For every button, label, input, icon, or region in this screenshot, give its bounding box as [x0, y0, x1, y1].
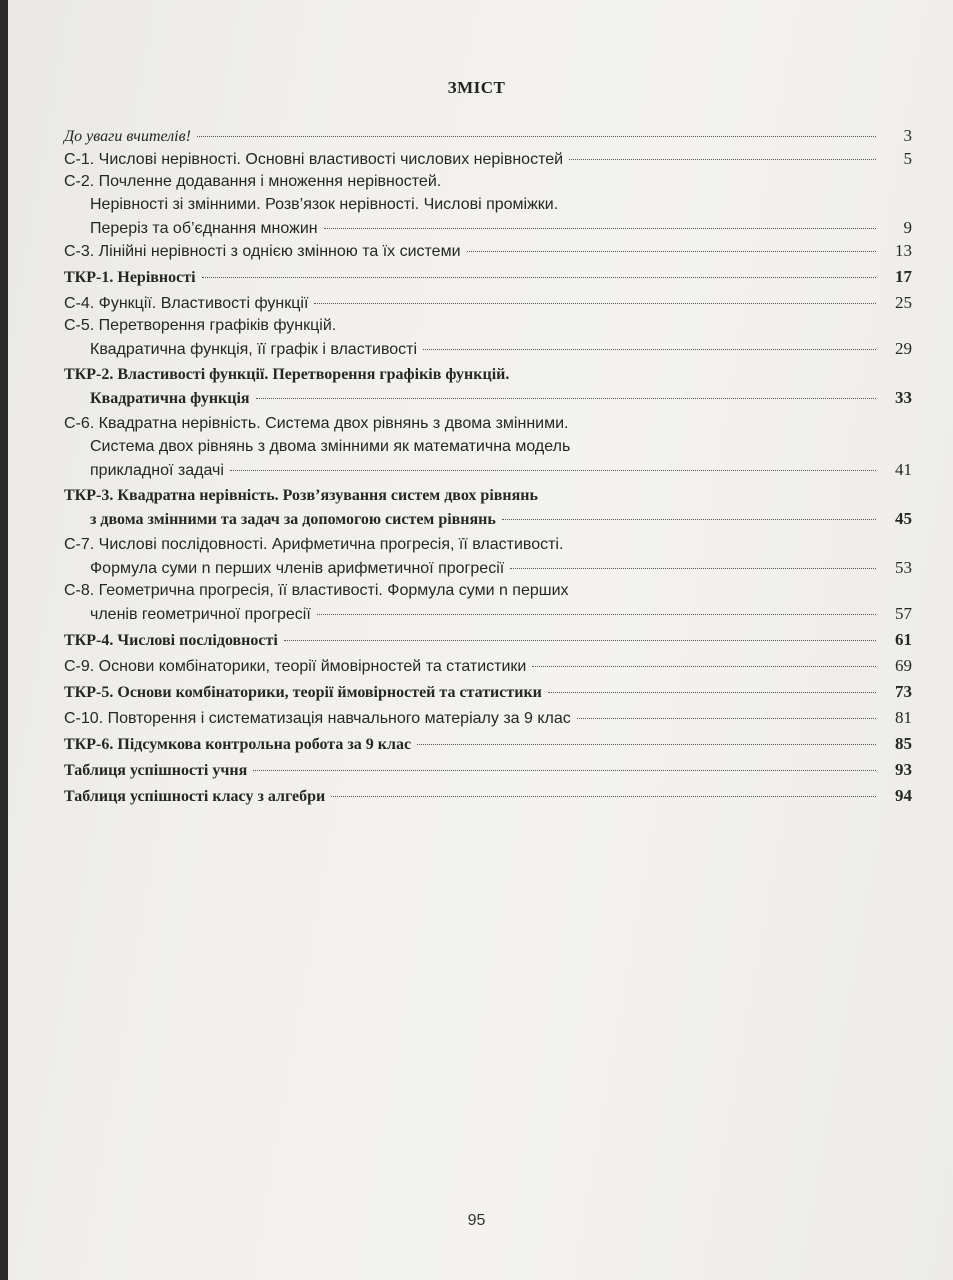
toc-page-number: 3 — [903, 126, 912, 145]
toc-page-number: 81 — [895, 708, 912, 727]
toc-page-number: 29 — [895, 339, 912, 358]
toc-entry-title: Система двох рівнянь з двома змінними як математична модель — [90, 438, 571, 455]
dot-leader — [417, 744, 876, 745]
dot-leader — [324, 228, 876, 229]
toc-entry-title: Таблиця успішності класу з алгебри — [64, 788, 326, 805]
toc-entry — [64, 654, 912, 677]
toc-entry — [64, 412, 912, 481]
toc-page-number: 45 — [895, 509, 912, 528]
toc-page-number: 53 — [895, 558, 912, 577]
toc-entry-title: С-1. Числові нерівності. Основні властивості числових нерівностей — [64, 151, 564, 168]
dot-leader — [253, 770, 876, 771]
toc-entry — [64, 265, 912, 288]
toc-entry — [64, 484, 912, 530]
toc-entry — [64, 147, 912, 170]
page-number: 95 — [467, 1212, 486, 1229]
toc-entry — [64, 314, 912, 360]
dot-leader — [197, 136, 876, 137]
toc-entry — [64, 680, 912, 703]
toc-entry-title: С-8. Геометрична прогресія, її властивості. Формула суми n перших — [64, 582, 569, 599]
toc-entry-title: ТКР-4. Числові послідовності — [64, 632, 278, 649]
toc-entry — [64, 706, 912, 729]
toc-page-number: 85 — [895, 734, 912, 753]
page-title: ЗМІСТ — [447, 78, 506, 97]
dot-leader — [256, 398, 876, 399]
toc-entry-title: До уваги вчителів! — [64, 128, 191, 145]
toc-entry — [64, 170, 912, 239]
dot-leader — [502, 519, 876, 520]
toc-entry-title: Переріз та об’єднання множин — [90, 220, 318, 237]
toc-page-number: 25 — [895, 293, 912, 312]
dot-leader — [202, 277, 876, 278]
dot-leader — [314, 303, 876, 304]
toc-page-number: 57 — [895, 604, 912, 623]
toc-entry-title: ТКР-3. Квадратна нерівність. Розв’язування систем двох рівнянь — [64, 487, 538, 504]
toc-entry-title: С-4. Функції. Властивості функції — [64, 295, 309, 312]
toc-entry — [64, 758, 912, 781]
toc-entry — [64, 533, 912, 579]
toc-page-number: 5 — [903, 149, 912, 168]
toc-entry-title: Нерівності зі змінними. Розв’язок нерівності. Числові проміжки. — [90, 196, 559, 213]
dot-leader — [467, 251, 876, 252]
toc-page-number: 69 — [895, 656, 912, 675]
dot-leader — [510, 568, 876, 569]
toc-entry-title: С-6. Квадратна нерівність. Система двох рівнянь з двома змінними. — [64, 415, 569, 432]
toc-entry-title: Формула суми n перших членів арифметичної прогресії — [90, 560, 505, 577]
toc-entry-title: ТКР-5. Основи комбінаторики, теорії ймовірностей та статистики — [64, 684, 542, 701]
toc-entry — [64, 784, 912, 807]
toc-page-number: 33 — [895, 388, 912, 407]
dot-leader — [317, 614, 876, 615]
toc-entry-title: ТКР-2. Властивості функції. Перетворення графіків функцій. — [64, 366, 510, 383]
toc-entry — [64, 124, 912, 147]
toc-page-number: 13 — [895, 241, 912, 260]
dot-leader — [548, 692, 876, 693]
dot-leader — [577, 718, 876, 719]
dot-leader — [284, 640, 876, 641]
toc-entry — [64, 363, 912, 409]
toc-entry-title: Квадратична функція, її графік і властивості — [90, 341, 418, 358]
dot-leader — [230, 470, 876, 471]
toc-page-number: 61 — [895, 630, 912, 649]
toc-entry-title: членів геометричної прогресії — [90, 606, 311, 623]
toc-page-number: 73 — [895, 682, 912, 701]
toc-entry-title: С-7. Числові послідовності. Арифметична прогресія, її властивості. — [64, 536, 564, 553]
toc-entry-title: з двома змінними та задач за допомогою систем рівнянь — [90, 511, 496, 528]
toc-page-number: 94 — [895, 786, 912, 805]
toc-entry — [64, 732, 912, 755]
toc-entry-title: С-5. Перетворення графіків функцій. — [64, 317, 337, 334]
dot-leader — [331, 796, 876, 797]
toc-entry-title: С-9. Основи комбінаторики, теорії ймовірностей та статистики — [64, 658, 527, 675]
toc-entry — [64, 628, 912, 651]
toc-entry-title: ТКР-6. Підсумкова контрольна робота за 9 клас — [64, 736, 412, 753]
toc-entry — [64, 291, 912, 314]
dot-leader — [532, 666, 876, 667]
toc-entry-title: Квадратична функція — [90, 390, 250, 407]
dot-leader — [423, 349, 876, 350]
toc-entry-title: С-3. Лінійні нерівності з однією змінною та їх системи — [64, 243, 461, 260]
toc-entry — [64, 579, 912, 625]
toc-entry-title: С-2. Почленне додавання і множення нерівностей. — [64, 173, 442, 190]
dot-leader — [569, 159, 876, 160]
toc-entry-title: С-10. Повторення і систематизація навчального матеріалу за 9 клас — [64, 710, 571, 727]
toc-entry-title: ТКР-1. Нерівності — [64, 269, 196, 286]
toc-page-number: 93 — [895, 760, 912, 779]
toc-page-number: 9 — [903, 218, 912, 237]
toc-entry — [64, 239, 912, 262]
toc-page-number: 17 — [895, 267, 912, 286]
toc-page-number: 41 — [895, 460, 912, 479]
toc-entry-title: прикладної задачі — [90, 462, 224, 479]
toc-entry-title: Таблиця успішності учня — [64, 762, 248, 779]
table-of-contents — [64, 124, 912, 807]
